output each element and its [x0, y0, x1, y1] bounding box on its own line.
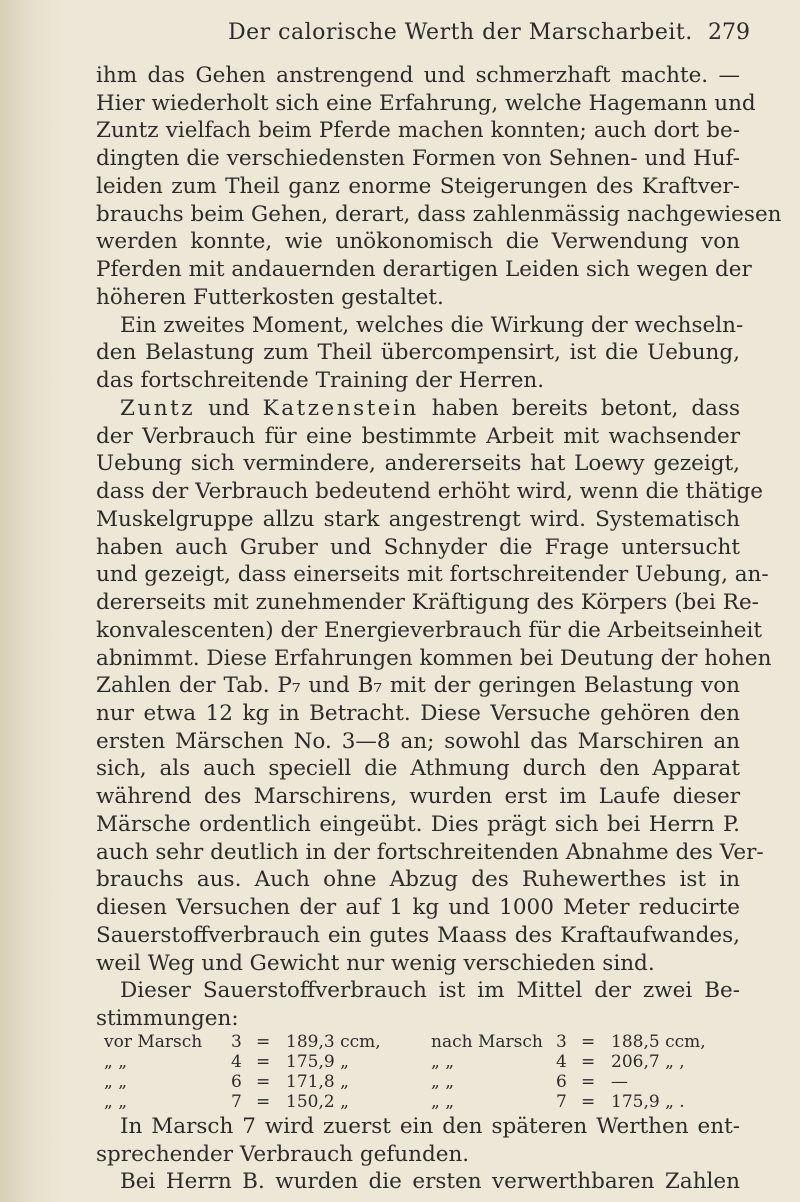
text-line: haben auch Gruber und Schnyder die Frage untersucht — [96, 534, 740, 560]
right-march-number: 3 — [556, 1031, 567, 1052]
text-line — [120, 395, 740, 423]
left-equals: = — [256, 1051, 271, 1072]
page-number: 279 — [708, 20, 750, 45]
author-name: Katzenstein — [262, 395, 419, 421]
text-line: abnimmt. Diese Erfahrungen kommen bei Deutung der hohen — [96, 645, 772, 671]
text-line: Muskelgruppe allzu stark angestrengt wird. Systematisch — [96, 506, 740, 532]
text-line: höheren Futterkosten gestaltet. — [96, 284, 444, 310]
page-edge-shadow — [0, 0, 64, 1202]
text-line: Bei Herrn B. wurden die ersten verwerthbaren Zahlen — [120, 1169, 740, 1195]
right-label: „ „ — [431, 1071, 455, 1092]
left-equals: = — [256, 1071, 271, 1092]
text-line: weil Weg und Gewicht nur wenig verschieden sind. — [96, 950, 655, 976]
text-line: brauchs beim Gehen, derart, dass zahlenmässig nachgewiesen — [96, 201, 782, 227]
text-line: dass der Verbrauch bedeutend erhöht wird, wenn die thätige — [96, 479, 763, 505]
text-line: leiden zum Theil ganz enorme Steigerungen des Kraftver- — [96, 173, 740, 199]
text-line: Hier wiederholt sich eine Erfahrung, welche Hagemann und — [96, 90, 756, 116]
text-line: konvalescenten) der Energieverbrauch für die Arbeitseinheit — [96, 617, 763, 643]
right-march-number: 4 — [556, 1051, 567, 1072]
text-fragment: haben bereits betont, dass — [431, 395, 740, 421]
left-label: „ „ — [104, 1071, 128, 1092]
right-equals: = — [581, 1091, 596, 1112]
text-line: werden konnte, wie unökonomisch die Verwendung von — [96, 229, 740, 255]
text-line: ersten Märschen No. 3—8 an; sowohl das Marschiren an — [96, 728, 740, 754]
author-name: Zuntz — [120, 395, 196, 421]
left-march-number: 3 — [231, 1031, 242, 1052]
text-line: während des Marschirens, wurden erst im Laufe dieser — [96, 784, 740, 810]
text-line: ihm das Gehen anstrengend und schmerzhaft machte. — — [96, 63, 740, 88]
left-march-number: 6 — [231, 1071, 242, 1092]
right-equals: = — [581, 1031, 596, 1052]
text-line: dingten die verschiedensten Formen von Sehnen- und Huf- — [96, 146, 740, 172]
right-march-number: 7 — [556, 1091, 567, 1112]
text-line: der Verbrauch für eine bestimmte Arbeit mit wachsender — [96, 423, 740, 449]
left-march-number: 4 — [231, 1051, 242, 1072]
left-value: 171,8 „ — [286, 1071, 349, 1092]
right-value: 175,9 „ . — [611, 1091, 685, 1112]
text-line: den Belastung zum Theil übercompensirt, ist die Uebung, — [96, 340, 740, 366]
running-title: Der calorische Werth der Marscharbeit. — [228, 20, 693, 45]
text-line: Pferden mit andauernden derartigen Leiden sich wegen der — [96, 257, 752, 283]
text-line: Sauerstoffverbrauch ein gutes Maass des Kraftaufwandes, — [96, 922, 740, 948]
right-value: 206,7 „ , — [611, 1051, 685, 1072]
text-line: Ein zweites Moment, welches die Wirkung der wechseln- — [120, 312, 744, 338]
text-fragment: und — [208, 395, 250, 421]
text-line: In Marsch 7 wird zuerst ein den späteren Werthen ent- — [120, 1113, 740, 1139]
left-value: 189,3 ccm, — [286, 1031, 381, 1052]
left-equals: = — [256, 1091, 271, 1112]
right-equals: = — [581, 1051, 596, 1072]
left-label: „ „ — [104, 1051, 128, 1072]
text-line: dererseits mit zunehmender Kräftigung des Körpers (bei Re- — [96, 590, 759, 616]
text-line: sprechender Verbrauch gefunden. — [96, 1141, 470, 1167]
left-label: „ „ — [104, 1091, 128, 1112]
text-line: nur etwa 12 kg in Betracht. Diese Versuche gehören den — [96, 701, 740, 726]
text-line: Zahlen der Tab. P₇ und B₇ mit der geringen Belastung von — [96, 673, 740, 699]
text-line: stimmungen: — [96, 1006, 239, 1032]
text-line: das fortschreitende Training der Herren. — [96, 368, 545, 394]
right-label: „ „ — [431, 1051, 455, 1072]
left-equals: = — [256, 1031, 271, 1052]
left-value: 175,9 „ — [286, 1051, 349, 1072]
left-label: vor Marsch — [104, 1031, 203, 1052]
text-line: Märsche ordentlich eingeübt. Dies prägt sich bei Herrn P. — [96, 811, 740, 837]
right-label: „ „ — [431, 1091, 455, 1112]
text-line: auch sehr deutlich in der fortschreitenden Abnahme des Ver- — [96, 839, 764, 865]
text-line: Dieser Sauerstoffverbrauch ist im Mittel der zwei Be- — [120, 978, 740, 1004]
page-header — [0, 10, 800, 50]
text-line: und gezeigt, dass einerseits mit fortschreitender Uebung, an- — [96, 562, 769, 588]
right-value: 188,5 ccm, — [611, 1031, 706, 1052]
right-march-number: 6 — [556, 1071, 567, 1092]
text-line: Uebung sich vermindere, andererseits hat Loewy gezeigt, — [96, 451, 740, 477]
text-line: brauchs aus. Auch ohne Abzug des Ruhewerthes ist in — [96, 867, 740, 893]
right-value: — — [611, 1071, 628, 1092]
right-label: nach Marsch — [431, 1031, 543, 1052]
text-line: Zuntz vielfach beim Pferde machen konnten; auch dort be- — [96, 118, 740, 144]
text-line: diesen Versuchen der auf 1 kg und 1000 Meter reducirte — [96, 895, 740, 921]
text-line: sich, als auch speciell die Athmung durch den Apparat — [96, 756, 740, 782]
left-march-number: 7 — [231, 1091, 242, 1112]
right-equals: = — [581, 1071, 596, 1092]
left-value: 150,2 „ — [286, 1091, 349, 1112]
